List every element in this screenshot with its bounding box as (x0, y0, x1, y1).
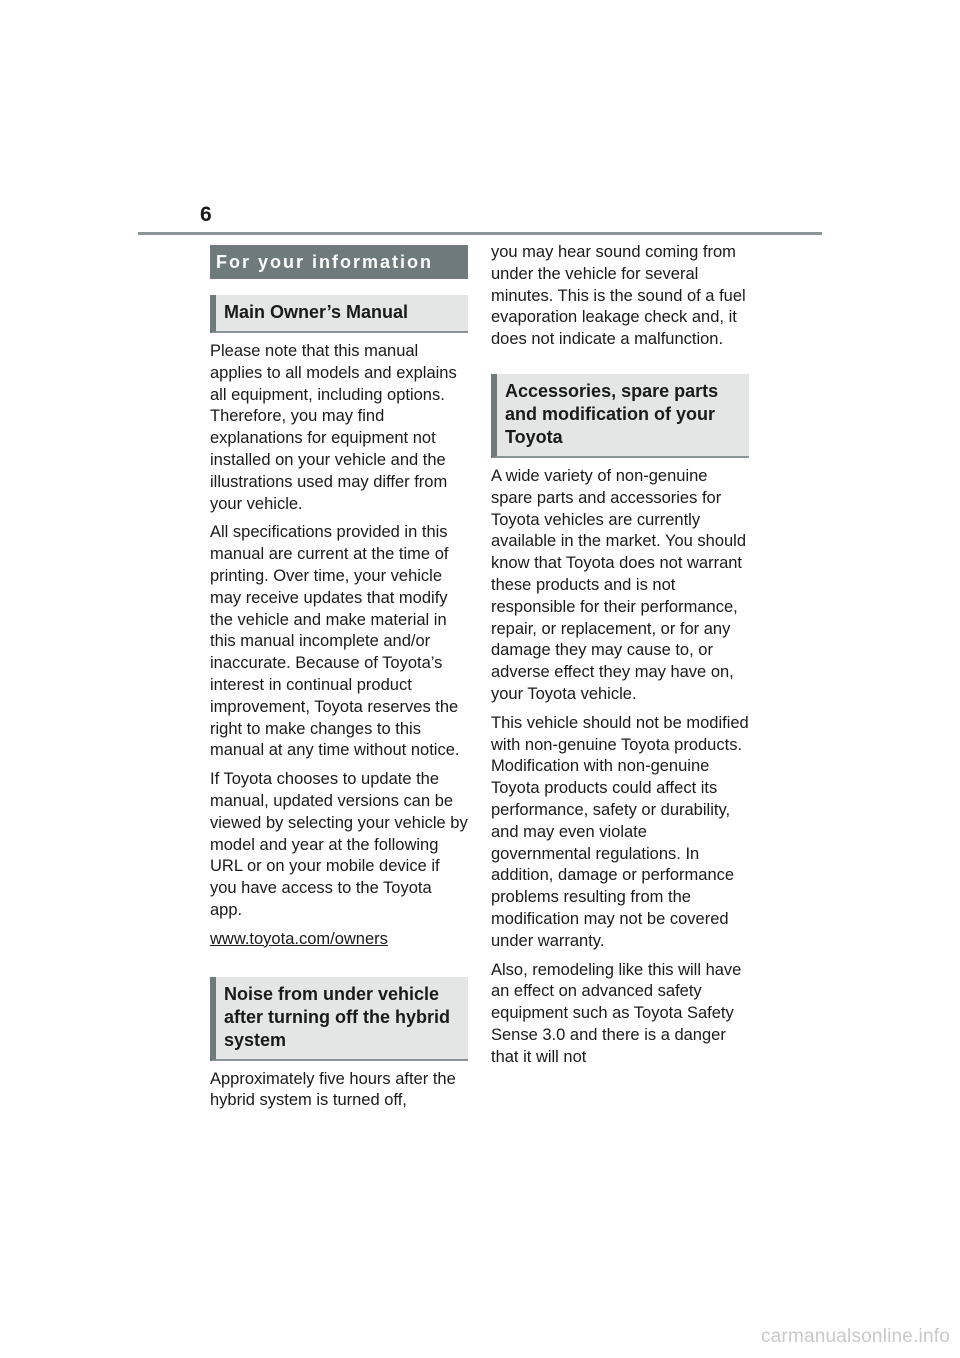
section-title: For your information (210, 245, 468, 279)
main-manual-paragraph-3: If Toyota chooses to update the manual, updated versions can be viewed by selecting your vehicle by model and year at the following URL or on your mobile device if you have access to the Toyota app. (210, 770, 468, 919)
main-manual-paragraph-2: All specifications provided in this manual are current at the time of printing. Over time, your vehicle may receive updates that modify the vehicle and make material in this manual incomplete and/or inaccurate. Because of Toyota’s interest in continual product improvement, Toyota reserves the right to make changes to this manual at any time without notice. (210, 523, 460, 760)
watermark: carmanualsonline.info (760, 1326, 950, 1347)
noise-body-start (210, 1069, 468, 1113)
main-manual-body (210, 341, 468, 951)
header-rule (138, 232, 822, 235)
accessories-body (491, 466, 749, 1069)
accessories-paragraph-1: A wide variety of non-genuine spare parts and accessories for Toyota vehicles are currently available in the market. You should know that Toyota does not warrant these products and is not responsible for their performance, repair, or replacement, or for any damage they may cause to, or adverse effect they may have on, your Toyota vehicle. (491, 466, 747, 703)
noise-heading: Noise from under vehicle after turning off the hybrid system (210, 977, 468, 1061)
noise-paragraph-start: Approximately five hours after the hybrid system is turned off, (210, 1069, 456, 1110)
noise-paragraph-continued: you may hear sound coming from under the vehicle for several minutes. This is the sound of a fuel evaporation leakage check and, it does not indicate a malfunction. (491, 243, 746, 349)
page-number: 6 (200, 203, 212, 226)
owners-url-link[interactable]: www.toyota.com/owners (210, 929, 388, 948)
right-column (491, 242, 749, 1076)
main-manual-paragraph-1: Please note that this manual applies to all models and explains all equipment, including options. Therefore, you may find explanations for equipment not installed on your vehicle and the illustrations used may differ from your vehicle. (210, 342, 457, 513)
left-column (210, 245, 468, 1112)
accessories-paragraph-2: This vehicle should not be modified with non-genuine Toyota products. Modification with non-genuine Toyota products could affect its performance, safety or durability, and may even violate governmental regulations. In addition, damage or performance problems resulting from the modification may not be covered under warranty. (491, 713, 749, 950)
accessories-paragraph-3: Also, remodeling like this will have an effect on advanced safety equipment such as Toyota Safety Sense 3.0 and there is a danger that it will not (491, 960, 742, 1066)
accessories-heading: Accessories, spare parts and modification of your Toyota (491, 374, 749, 458)
main-manual-heading: Main Owner’s Manual (210, 295, 468, 333)
